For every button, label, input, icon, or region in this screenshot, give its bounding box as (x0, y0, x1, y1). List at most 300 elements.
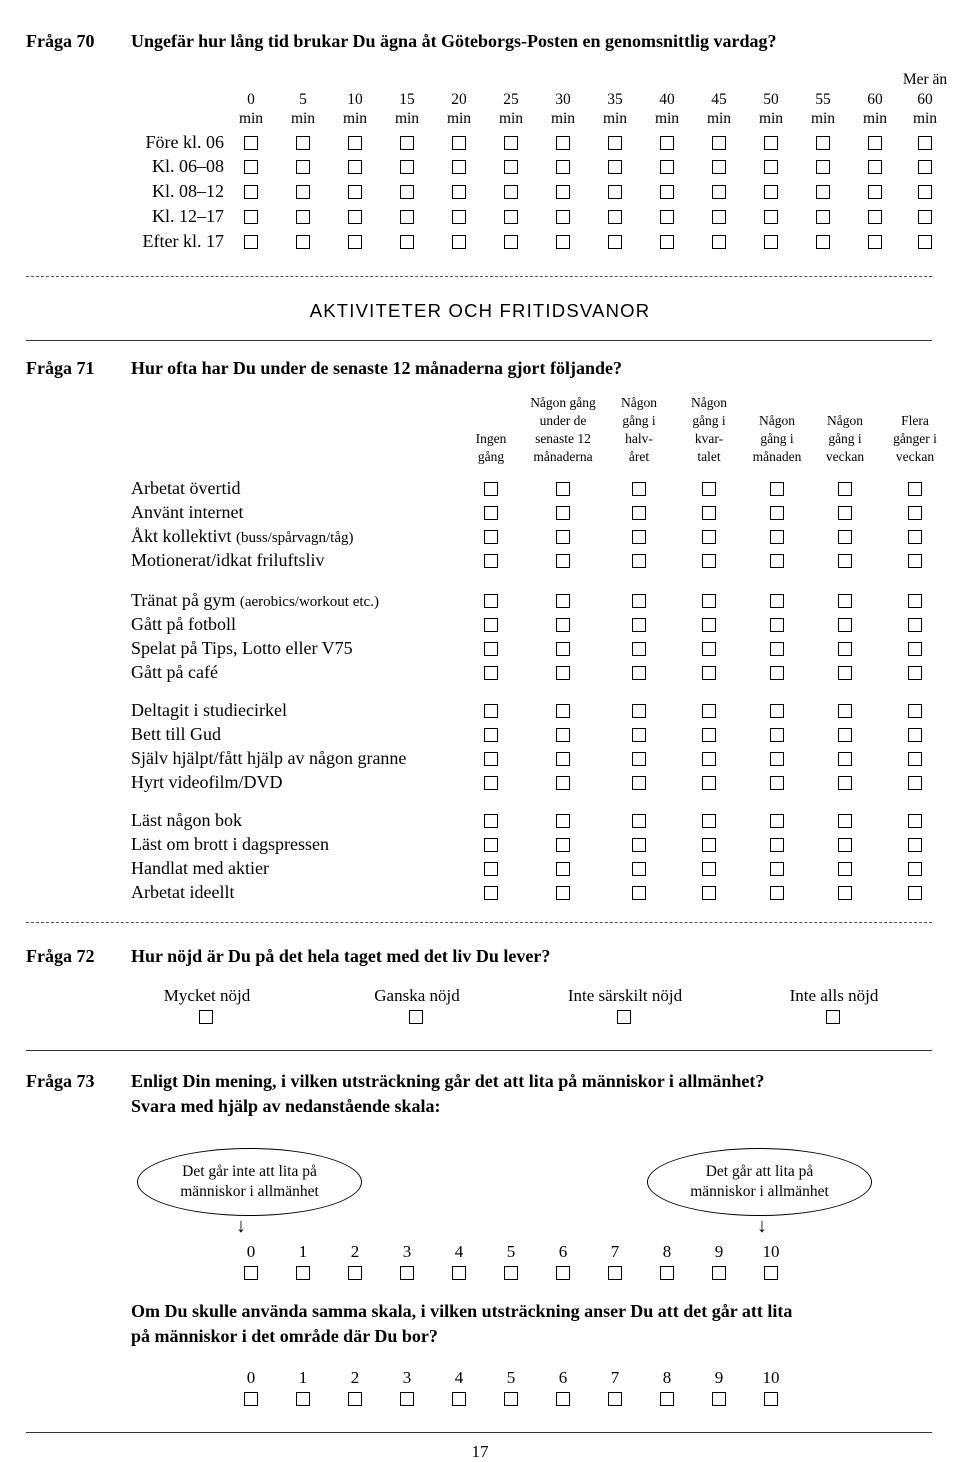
q71-checkbox[interactable] (702, 666, 716, 680)
q71-checkbox[interactable] (484, 752, 498, 766)
q71-checkbox[interactable] (632, 752, 646, 766)
q70-checkbox[interactable] (348, 210, 362, 224)
q70-checkbox[interactable] (816, 136, 830, 150)
q70-col-header-value: 10 (347, 91, 363, 108)
q70-checkbox[interactable] (764, 210, 778, 224)
q70-checkbox[interactable] (918, 136, 932, 150)
q73-scale-area-checkbox[interactable] (608, 1392, 622, 1406)
q71-row-label (131, 614, 236, 635)
q70-checkbox[interactable] (452, 235, 466, 249)
q71-col-header-line: under de (539, 413, 587, 428)
q70-checkbox[interactable] (712, 235, 726, 249)
q71-checkbox[interactable] (556, 482, 570, 496)
divider (26, 276, 932, 277)
q72-option-checkbox[interactable] (826, 1010, 840, 1024)
q72-option-checkbox[interactable] (199, 1010, 213, 1024)
q71-checkbox[interactable] (838, 728, 852, 742)
q71-row-label-main: Hyrt videofilm/DVD (131, 772, 283, 792)
q71-checkbox[interactable] (838, 814, 852, 828)
q71-checkbox[interactable] (484, 666, 498, 680)
q71-checkbox[interactable] (838, 594, 852, 608)
q71-checkbox[interactable] (556, 862, 570, 876)
q71-checkbox[interactable] (838, 862, 852, 876)
q73-scale-area-checkbox[interactable] (348, 1392, 362, 1406)
q71-checkbox[interactable] (632, 728, 646, 742)
q70-col-header-value: 20 (451, 91, 467, 108)
q73-scale-area-checkbox[interactable] (400, 1392, 414, 1406)
arrow-down-icon: ↓ (236, 1215, 246, 1237)
q71-checkbox[interactable] (556, 530, 570, 544)
q71-checkbox[interactable] (702, 554, 716, 568)
q70-checkbox[interactable] (296, 210, 310, 224)
q71-row-label-main: Gått på café (131, 662, 218, 682)
q70-checkbox[interactable] (660, 185, 674, 199)
q71-checkbox[interactable] (908, 642, 922, 656)
q71-col-header-line: Någon (759, 413, 795, 428)
q71-checkbox[interactable] (838, 838, 852, 852)
q70-checkbox[interactable] (712, 185, 726, 199)
q70-checkbox[interactable] (400, 185, 414, 199)
q71-checkbox[interactable] (770, 554, 784, 568)
q70-row-label: Kl. 06–08 (152, 156, 224, 176)
q71-checkbox[interactable] (908, 814, 922, 828)
q71-col-header-line: senaste 12 (535, 431, 591, 446)
q70-checkbox[interactable] (400, 235, 414, 249)
q70-checkbox[interactable] (712, 136, 726, 150)
q71-checkbox[interactable] (484, 554, 498, 568)
q73-scale-area-checkbox[interactable] (296, 1392, 310, 1406)
q70-checkbox[interactable] (556, 210, 570, 224)
q70-number: Fråga 70 (26, 31, 95, 51)
q70-checkbox[interactable] (504, 160, 518, 174)
scale-anchor-low-line2: människor i allmänhet (180, 1183, 319, 1200)
q71-checkbox[interactable] (702, 618, 716, 632)
q71-checkbox[interactable] (484, 482, 498, 496)
q71-checkbox[interactable] (770, 618, 784, 632)
q71-checkbox[interactable] (632, 838, 646, 852)
q70-col-header-unit: min (342, 110, 368, 127)
q71-checkbox[interactable] (632, 554, 646, 568)
q71-checkbox[interactable] (484, 838, 498, 852)
q71-checkbox[interactable] (556, 728, 570, 742)
q71-checkbox[interactable] (484, 594, 498, 608)
q71-checkbox[interactable] (770, 594, 784, 608)
q71-col-header-line: talet (697, 449, 721, 464)
q71-checkbox[interactable] (770, 728, 784, 742)
q70-col-header-unit: min (862, 110, 888, 127)
q70-checkbox[interactable] (556, 136, 570, 150)
q73-scale-general-checkbox[interactable] (660, 1266, 674, 1280)
q71-col-header-line: veckan (895, 449, 935, 464)
q70-checkbox[interactable] (556, 235, 570, 249)
q71-row-label-main: Spelat på Tips, Lotto eller V75 (131, 638, 353, 658)
q70-checkbox[interactable] (918, 210, 932, 224)
q71-col-header-line: gång i (692, 413, 726, 428)
q73-followup-line2: på människor i det område där Du bor? (131, 1326, 438, 1346)
q70-checkbox[interactable] (868, 235, 882, 249)
q71-checkbox[interactable] (908, 704, 922, 718)
q71-checkbox[interactable] (770, 862, 784, 876)
q71-row-label-main: Motionerat/idkat friluftsliv (131, 550, 325, 570)
q71-checkbox[interactable] (702, 838, 716, 852)
q70-checkbox[interactable] (608, 185, 622, 199)
q71-checkbox[interactable] (908, 838, 922, 852)
q73-scale-general-number: 1 (298, 1242, 308, 1261)
q71-checkbox[interactable] (702, 728, 716, 742)
q73-scale-area-number: 10 (762, 1368, 780, 1387)
q71-checkbox[interactable] (908, 886, 922, 900)
q70-checkbox[interactable] (348, 160, 362, 174)
q71-checkbox[interactable] (770, 838, 784, 852)
q70-checkbox[interactable] (608, 160, 622, 174)
q70-checkbox[interactable] (660, 235, 674, 249)
q70-checkbox[interactable] (816, 160, 830, 174)
q73-scale-area-number: 6 (558, 1368, 568, 1387)
q71-checkbox[interactable] (908, 482, 922, 496)
q71-checkbox[interactable] (908, 530, 922, 544)
q71-row-label-sub: (aerobics/workout etc.) (239, 594, 379, 610)
q71-row-label (131, 590, 379, 611)
q70-checkbox[interactable] (296, 235, 310, 249)
q71-row-label (131, 858, 269, 879)
arrow-down-icon: ↓ (757, 1215, 767, 1237)
q71-checkbox[interactable] (908, 594, 922, 608)
q71-checkbox[interactable] (702, 704, 716, 718)
q70-checkbox[interactable] (244, 235, 258, 249)
q71-checkbox[interactable] (770, 704, 784, 718)
q71-checkbox[interactable] (770, 752, 784, 766)
q70-checkbox[interactable] (452, 210, 466, 224)
q71-checkbox[interactable] (556, 506, 570, 520)
q70-checkbox[interactable] (660, 210, 674, 224)
q73-scale-area-checkbox[interactable] (660, 1392, 674, 1406)
q73-scale-general-checkbox[interactable] (452, 1266, 466, 1280)
q73-scale-general-checkbox[interactable] (712, 1266, 726, 1280)
q73-scale-area-checkbox[interactable] (504, 1392, 518, 1406)
q73-scale-general-checkbox[interactable] (764, 1266, 778, 1280)
q71-checkbox[interactable] (908, 728, 922, 742)
q71-checkbox[interactable] (702, 530, 716, 544)
q70-checkbox[interactable] (918, 185, 932, 199)
q73-scale-general-number: 3 (402, 1242, 412, 1261)
q71-checkbox[interactable] (908, 752, 922, 766)
q70-checkbox[interactable] (868, 210, 882, 224)
q70-checkbox[interactable] (348, 235, 362, 249)
q70-col-header-unit: min (654, 110, 680, 127)
q70-checkbox[interactable] (764, 185, 778, 199)
q71-col-header-line: gång (477, 449, 505, 464)
q71-checkbox[interactable] (556, 814, 570, 828)
q70-checkbox[interactable] (556, 160, 570, 174)
q70-col-header-unit: min (498, 110, 524, 127)
q70-col-header-extra: Mer än (902, 71, 948, 88)
q70-checkbox[interactable] (556, 185, 570, 199)
q70-checkbox[interactable] (764, 160, 778, 174)
q71-checkbox[interactable] (484, 506, 498, 520)
q71-checkbox[interactable] (770, 814, 784, 828)
q71-col-header-line: veckan (825, 449, 865, 464)
q70-checkbox[interactable] (400, 210, 414, 224)
q71-checkbox[interactable] (838, 666, 852, 680)
q70-checkbox[interactable] (660, 136, 674, 150)
q70-checkbox[interactable] (918, 235, 932, 249)
q71-row-label (131, 700, 287, 721)
q70-checkbox[interactable] (244, 210, 258, 224)
q70-checkbox[interactable] (296, 136, 310, 150)
q71-checkbox[interactable] (632, 704, 646, 718)
q71-col-header-line: månaderna (533, 449, 593, 464)
q71-row-label-main: Använt internet (131, 502, 244, 522)
q70-col-header-unit: min (550, 110, 576, 127)
q71-checkbox[interactable] (838, 642, 852, 656)
scale-anchor-low-line1: Det går inte att lita på (182, 1163, 317, 1180)
q70-checkbox[interactable] (400, 160, 414, 174)
q71-checkbox[interactable] (838, 704, 852, 718)
q71-checkbox[interactable] (632, 862, 646, 876)
q71-col-header-line: året (628, 449, 650, 464)
q70-checkbox[interactable] (504, 210, 518, 224)
q70-checkbox[interactable] (660, 160, 674, 174)
q71-checkbox[interactable] (770, 530, 784, 544)
q71-col-header-line: Någon (827, 413, 863, 428)
q71-checkbox[interactable] (702, 886, 716, 900)
page-number: 17 (471, 1442, 489, 1461)
q71-row-label (131, 772, 282, 793)
section-title: AKTIVITETER OCH FRITIDSVANOR (309, 300, 651, 321)
q71-col-header-line: Flera (901, 413, 929, 428)
q71-checkbox[interactable] (770, 506, 784, 520)
q73-scale-area-checkbox[interactable] (764, 1392, 778, 1406)
q71-row-label-main: Arbetat övertid (131, 478, 241, 498)
q70-checkbox[interactable] (504, 235, 518, 249)
q73-scale-general-number: 4 (454, 1242, 464, 1261)
q73-scale-general-number: 5 (506, 1242, 516, 1261)
divider (26, 340, 932, 341)
q70-checkbox[interactable] (868, 185, 882, 199)
q71-row-label (131, 478, 240, 499)
q71-checkbox[interactable] (838, 886, 852, 900)
q71-checkbox[interactable] (632, 506, 646, 520)
q72-option-checkbox[interactable] (409, 1010, 423, 1024)
q71-checkbox[interactable] (838, 752, 852, 766)
q70-checkbox[interactable] (244, 185, 258, 199)
q71-checkbox[interactable] (556, 594, 570, 608)
q71-checkbox[interactable] (632, 814, 646, 828)
q71-row-label-main: Bett till Gud (131, 724, 221, 744)
q73-scale-area-checkbox[interactable] (244, 1392, 258, 1406)
q70-checkbox[interactable] (608, 136, 622, 150)
q71-checkbox[interactable] (770, 642, 784, 656)
q70-checkbox[interactable] (868, 160, 882, 174)
q71-checkbox[interactable] (632, 482, 646, 496)
q71-checkbox[interactable] (838, 530, 852, 544)
q70-checkbox[interactable] (348, 136, 362, 150)
q70-col-header-value: 30 (555, 91, 571, 108)
q73-scale-general-checkbox[interactable] (556, 1266, 570, 1280)
q70-checkbox[interactable] (712, 160, 726, 174)
q71-checkbox[interactable] (770, 666, 784, 680)
q70-checkbox[interactable] (244, 136, 258, 150)
q73-scale-area-number: 2 (350, 1368, 360, 1387)
q71-checkbox[interactable] (484, 862, 498, 876)
q71-col-header-line: Någon (691, 395, 727, 410)
q71-col-header-line: Ingen (475, 431, 507, 446)
q71-number: Fråga 71 (26, 358, 95, 378)
q70-checkbox[interactable] (608, 210, 622, 224)
scale-anchor-high-line1: Det går att lita på (705, 1163, 814, 1180)
q71-checkbox[interactable] (702, 776, 716, 790)
q71-checkbox[interactable] (556, 704, 570, 718)
q71-row-label-main: Själv hjälpt/fått hjälp av någon granne (131, 748, 407, 768)
q71-question: Hur ofta har Du under de senaste 12 månaderna gjort följande? (131, 358, 623, 378)
q71-checkbox[interactable] (702, 642, 716, 656)
q71-checkbox[interactable] (484, 642, 498, 656)
q71-checkbox[interactable] (632, 666, 646, 680)
q73-scale-area-number: 0 (246, 1368, 256, 1387)
q70-checkbox[interactable] (918, 160, 932, 174)
q70-col-header-value: 40 (659, 91, 675, 108)
q70-col-header-value: 35 (607, 91, 623, 108)
q71-checkbox[interactable] (770, 886, 784, 900)
q71-checkbox[interactable] (770, 776, 784, 790)
q71-checkbox[interactable] (556, 752, 570, 766)
q71-checkbox[interactable] (908, 506, 922, 520)
q71-checkbox[interactable] (702, 862, 716, 876)
q71-checkbox[interactable] (632, 594, 646, 608)
q70-checkbox[interactable] (452, 185, 466, 199)
q71-checkbox[interactable] (838, 618, 852, 632)
q71-row-label (131, 638, 353, 659)
q71-checkbox[interactable] (484, 530, 498, 544)
q71-checkbox[interactable] (556, 886, 570, 900)
q72-option-checkbox[interactable] (617, 1010, 631, 1024)
q71-checkbox[interactable] (556, 666, 570, 680)
q73-scale-general-checkbox[interactable] (504, 1266, 518, 1280)
q70-checkbox[interactable] (764, 136, 778, 150)
q71-checkbox[interactable] (908, 666, 922, 680)
q70-checkbox[interactable] (296, 185, 310, 199)
q73-scale-area-checkbox[interactable] (452, 1392, 466, 1406)
q71-checkbox[interactable] (702, 814, 716, 828)
q71-checkbox[interactable] (556, 642, 570, 656)
q73-scale-general-checkbox[interactable] (400, 1266, 414, 1280)
q73-scale-area-checkbox[interactable] (712, 1392, 726, 1406)
q71-checkbox[interactable] (908, 554, 922, 568)
q70-checkbox[interactable] (296, 160, 310, 174)
q71-checkbox[interactable] (838, 482, 852, 496)
q71-checkbox[interactable] (702, 594, 716, 608)
divider (26, 1432, 932, 1433)
q71-checkbox[interactable] (908, 776, 922, 790)
q71-checkbox[interactable] (908, 618, 922, 632)
q73-scale-area-number: 5 (506, 1368, 516, 1387)
q71-row-label (131, 724, 221, 745)
scale-anchor-high-line2: människor i allmänhet (690, 1183, 829, 1200)
q71-checkbox[interactable] (838, 776, 852, 790)
q71-checkbox[interactable] (702, 506, 716, 520)
q71-checkbox[interactable] (632, 776, 646, 790)
q70-checkbox[interactable] (608, 235, 622, 249)
q71-checkbox[interactable] (556, 776, 570, 790)
q70-checkbox[interactable] (504, 136, 518, 150)
q70-col-header-value: 60 (917, 91, 933, 108)
q71-checkbox[interactable] (770, 482, 784, 496)
q73-scale-general-checkbox[interactable] (244, 1266, 258, 1280)
q71-checkbox[interactable] (484, 776, 498, 790)
q70-col-header-unit: min (394, 110, 420, 127)
q71-row-label-main: Arbetat ideellt (131, 882, 235, 902)
q73-scale-general-checkbox[interactable] (348, 1266, 362, 1280)
q71-checkbox[interactable] (702, 482, 716, 496)
q73-scale-area-number: 4 (454, 1368, 464, 1387)
q71-checkbox[interactable] (908, 862, 922, 876)
q71-checkbox[interactable] (484, 728, 498, 742)
q73-scale-area-checkbox[interactable] (556, 1392, 570, 1406)
q71-col-header-line: gång i (622, 413, 656, 428)
q70-checkbox[interactable] (452, 136, 466, 150)
q70-checkbox[interactable] (816, 210, 830, 224)
q71-row-label-sub: (buss/spårvagn/tåg) (236, 530, 354, 546)
q72-number: Fråga 72 (26, 946, 95, 966)
q70-col-header-unit: min (238, 110, 264, 127)
q71-checkbox[interactable] (556, 838, 570, 852)
q71-checkbox[interactable] (484, 704, 498, 718)
q73-scale-general-number: 7 (610, 1242, 620, 1261)
q71-checkbox[interactable] (838, 554, 852, 568)
q70-checkbox[interactable] (816, 235, 830, 249)
q70-checkbox[interactable] (504, 185, 518, 199)
q73-scale-general-checkbox[interactable] (296, 1266, 310, 1280)
q71-checkbox[interactable] (632, 618, 646, 632)
q70-checkbox[interactable] (348, 185, 362, 199)
q71-col-header-line: gånger i (893, 431, 937, 446)
q70-col-header-value: 50 (763, 91, 779, 108)
q73-scale-general-number: 6 (558, 1242, 568, 1261)
q71-checkbox[interactable] (632, 642, 646, 656)
q70-checkbox[interactable] (452, 160, 466, 174)
q70-checkbox[interactable] (868, 136, 882, 150)
q71-checkbox[interactable] (632, 530, 646, 544)
q71-checkbox[interactable] (556, 618, 570, 632)
q71-checkbox[interactable] (632, 886, 646, 900)
q70-checkbox[interactable] (816, 185, 830, 199)
q70-col-header-unit: min (706, 110, 732, 127)
q73-scale-general-number: 9 (714, 1242, 724, 1261)
q71-checkbox[interactable] (484, 814, 498, 828)
q71-checkbox[interactable] (484, 886, 498, 900)
q70-checkbox[interactable] (400, 136, 414, 150)
q70-checkbox[interactable] (244, 160, 258, 174)
q70-col-header-value: 60 (867, 91, 883, 108)
q71-checkbox[interactable] (838, 506, 852, 520)
q71-checkbox[interactable] (702, 752, 716, 766)
q73-question-line1: Enligt Din mening, i vilken utsträckning går det att lita på människor i allmänhet? (131, 1071, 765, 1091)
q70-col-header-value: 45 (711, 91, 727, 108)
q73-scale-general-checkbox[interactable] (608, 1266, 622, 1280)
q70-row-label: Efter kl. 17 (142, 231, 224, 251)
q70-row-label: Före kl. 06 (145, 132, 224, 152)
q71-row-label-main: Åkt kollektivt (131, 526, 236, 546)
q70-row-label: Kl. 08–12 (152, 181, 224, 201)
q71-row-label (131, 810, 242, 831)
q70-checkbox[interactable] (764, 235, 778, 249)
q70-checkbox[interactable] (712, 210, 726, 224)
q73-scale-general-number: 2 (350, 1242, 360, 1261)
q73-scale-area-number: 9 (714, 1368, 724, 1387)
q71-checkbox[interactable] (484, 618, 498, 632)
q70-col-header-unit: min (758, 110, 784, 127)
q71-checkbox[interactable] (556, 554, 570, 568)
